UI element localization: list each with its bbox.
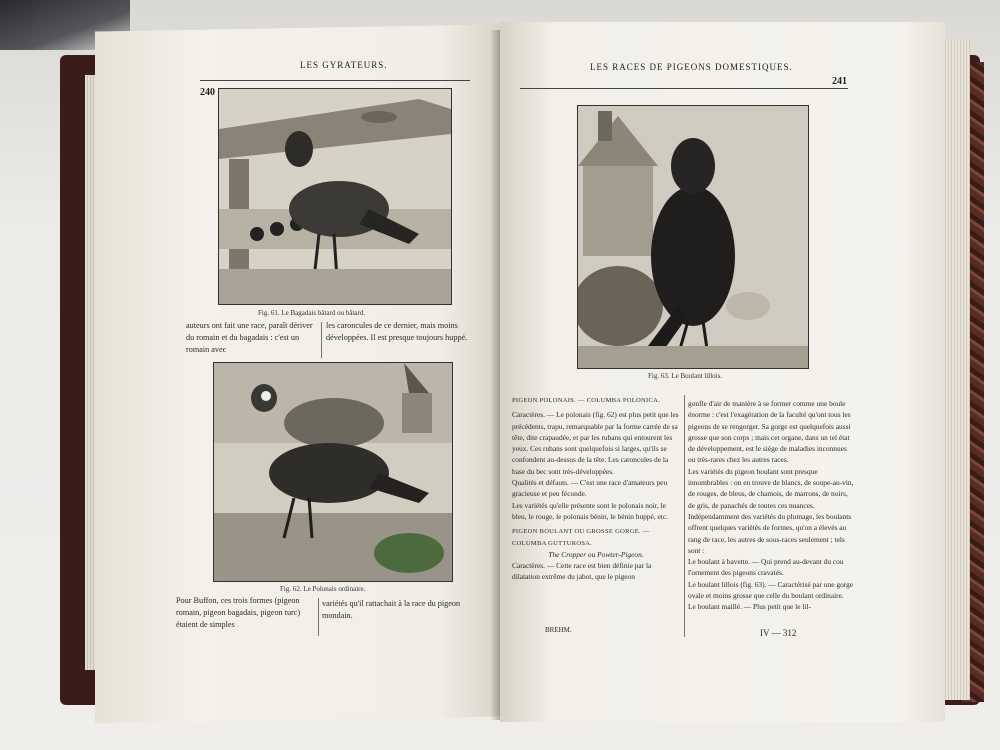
left-text-a-col1: auteurs ont fait une race, paraît dériver du romain et du bagadais : c'est un romain avec <box>186 321 313 354</box>
right-col2 <box>688 398 854 613</box>
right-footer: IV — 312 <box>760 628 797 638</box>
column-rule <box>321 322 322 358</box>
right-col1 <box>512 395 680 583</box>
fig63-engraving <box>577 105 809 369</box>
right-col1-caracteres: Caractères. — Le polonais (fig. 62) est plus petit que les précédents, trapu, remarquable par la forme carrée de sa tête, dite crapaudée, et par les rubans qui entourent les yeux. Ces rubans sont quelquefois si larges, qu'ils se confondent au-dessus de la tête. Les caroncules de la base du bec sont très-développées. <box>512 410 679 476</box>
right-col2-p2: Les variétés du pigeon boulant sont presque innombrables : on en trouve de blancs, de soupe-au-vin, de rouges, de bleus, de chamois, de marrons, de noirs, de gris, de panachés de toutes ces nuances. <box>688 466 854 510</box>
left-text-b-col2: variétés qu'il rattachait à la race du pigeon mondain. <box>322 599 461 620</box>
left-text-b-col1: Pour Buffon, ces trois formes (pigeon romain, pigeon bagadais, pigeon turc) étaient de simples <box>176 596 301 629</box>
right-col1-qualites: Qualités et défauts. — C'est une race d'amateurs peu gracieuse et peu féconde. <box>512 478 668 499</box>
left-text-a-col2: les caroncules de ce dernier, mais moins développées. Il est presque toujours huppé. <box>326 321 468 342</box>
right-col1-caracteres-boulant: Caractères. — Cette race est bien définie par la dilatation extrême du jabot, que le pigeon <box>512 561 652 582</box>
right-col1-varietes: Les variétés qu'elle présente sont le polonais noir, le bleu, le rouge, le polonais bénin, le bénin huppé, etc. <box>512 500 668 521</box>
right-col1-english-name: The Cropper ou Powter-Pigeon. <box>548 549 644 559</box>
pigeon-illustration-63 <box>578 106 808 368</box>
right-col2-p3: Indépendamment des variétés du plumage, les boulants offrent quelques variétés de formes, qu'on a élevés au rang de race, les autres de sous-races seulement ; tels sont : <box>688 511 852 555</box>
right-col2-p5: Le boulant lillois (fig. 63). — Caractérisé par une gorge ovale et moins grosse que celle du boulant ordinaire. <box>688 579 854 601</box>
right-page-number: 241 <box>832 76 847 87</box>
right-signature: BREHM. <box>545 626 572 634</box>
pigeon-illustration-61 <box>219 89 451 304</box>
pigeon-illustration-62 <box>214 363 452 581</box>
fig62-caption: Fig. 62. Le Polonais ordinaire. <box>280 585 366 593</box>
right-header-rule <box>520 88 848 89</box>
right-col1-heading-boulant: PIGEON BOULANT OU GROSSE GORGE. — COLUMBA GUTTUROSA. <box>512 528 650 547</box>
right-col2-p4: Le boulant à bavette. — Qui prend au-devant du cou l'ornement des pigeons cravatés. <box>688 557 844 578</box>
right-col2-p1: gonfle d'air de manière à se former comme une boule énorme : c'est l'exagération de la faculté qu'ont tous les pigeons de se rengorger. Sa gorge est quelquefois aussi grosse que son corps ; mais cet organe, dans un tel état de développement, est le siège de maladies inconnues ou très-rares chez les autres races. <box>688 399 851 465</box>
right-col2-p6: Le boulant maillé. — Plus petit que le lil- <box>688 602 811 612</box>
left-running-header: LES GYRATEURS. <box>300 60 388 70</box>
fig61-caption: Fig. 61. Le Bagadais bâtard ou bâtard. <box>258 309 366 317</box>
fig63-caption: Fig. 63. Le Boulant lillois. <box>648 372 723 380</box>
right-running-header: LES RACES DE PIGEONS DOMESTIQUES. <box>590 62 793 72</box>
right-col1-heading-polonais: PIGEON POLONAIS. — COLUMBA POLONICA. <box>512 397 661 404</box>
fig62-engraving <box>213 362 453 582</box>
left-page-number: 240 <box>200 87 215 98</box>
left-header-rule <box>200 80 470 81</box>
right-column-rule <box>684 395 685 637</box>
column-rule-2 <box>318 598 319 636</box>
fig61-engraving <box>218 88 452 305</box>
